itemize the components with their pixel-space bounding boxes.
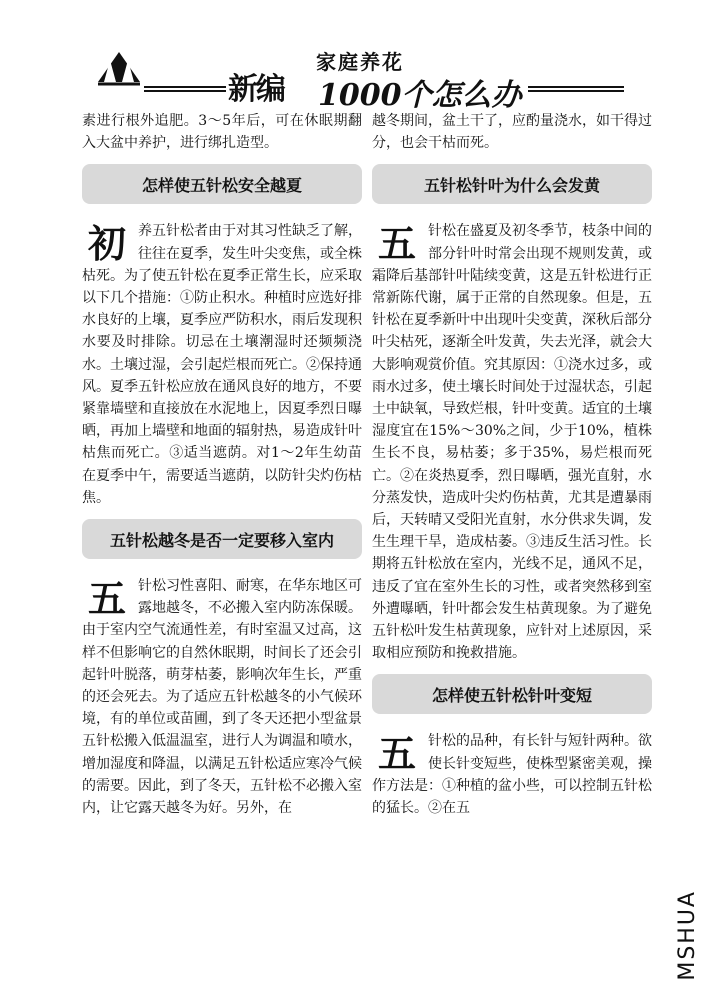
section-text: 针松的品种，有长针与短针两种。欲使长针变短些，使株型紧密美观，操作方法是：①种植的盆小些，可以控制五针松的猛长。②在五 [372,733,652,817]
section-title-band [372,164,652,204]
section-title: 怎样使五针松安全越夏 [141,175,302,195]
page-header [88,40,628,113]
left-intro: 素进行根外追肥。3～5年后，可在休眠期翻入大盆中养护，进行绑扎造型。 [82,113,362,152]
dropcap: 五 [87,576,126,622]
section-body [372,730,652,819]
header-rule-left-2 [144,90,226,92]
section-title: 怎样使五针松针叶变短 [431,685,592,705]
header-rule-left [144,86,226,88]
header-rule-right-2 [528,90,624,92]
section-body [82,575,362,819]
left-column [82,110,362,819]
brand-bottom: 1000个怎么办 [318,78,522,113]
section-title: 五针松针叶为什么会发黄 [423,175,600,195]
watermark: MSHUA [675,890,700,981]
section-text: 针松在盛夏及初冬季节，枝条中间的部分针叶时常会出现不规则发黄，或霜降后基部针叶陆续变黄，这是五针松进行正常新陈代谢，属于正常的自然现象。但是，五针松在夏季新叶中出现叶尖变黄，深秋后部分叶尖枯死，逐渐全叶发黄，失去光泽，就会大大影响观赏价值。究其原因：①浇水过多，或雨水过多，使土壤长时间处于过湿状态，引起土中缺氧，导致烂根，针叶变黄。适宜的土壤湿度宜在15%～30%之间，少于10%，植株生长不良，易枯萎；多于35%，易烂根而死亡。②在炎热夏季，烈日曝晒，强光直射，水分蒸发快，造成叶尖灼伤枯黄，尤其是遭暴雨后，天转晴又受阳光直射，水分供求失调，发生生理干旱，造成枯萎。③违反生活习性。长期将五针松放在室内，光线不足，通风不足，违反了宜在室外生长的习性，或者突然移到室外遭曝晒，针叶都会发生枯黄现象。为了避免五针松叶发生枯黄现象，应针对上述原因，采取相应预防和挽救措施。 [372,223,652,662]
section-title: 五针松越冬是否一定要移入室内 [109,530,334,550]
section-body [82,220,362,509]
dropcap: 五 [377,731,416,777]
section-body [372,220,652,664]
right-intro: 越冬期间，盆土干了，应酌量浇水，如干得过分，也会干枯而死。 [372,113,652,152]
section-text: 针松习性喜阳、耐寒，在华东地区可露地越冬，不必搬入室内防冻保暖。由于室内空气流通性差，有时室温又过高，这样不但影响它的自然休眠期，时间长了还会引起针叶脱落，萌芽枯萎，影响次年生长，严重的还会死去。为了适应五针松越冬的小气候环境，有的单位或苗圃，到了冬天还把小型盆景五针松搬入低温温室，进行人为调温和喷水，增加湿度和降温，以满足五针松适应寒冷气候的需要。因此，到了冬天，五针松不必搬入室内，让它露天越冬为好。另外，在 [82,578,362,817]
dropcap: 五 [377,221,416,267]
brand-top: 家庭养花 [316,50,404,74]
section-title-band [372,674,652,714]
section-title-band [82,164,362,204]
flower-logo-icon [96,50,142,86]
right-column [372,110,652,819]
brand-new: 新编 [228,72,284,107]
header-rule-right [528,86,624,88]
dropcap: 初 [87,221,126,267]
section-title-band [82,519,362,559]
section-text: 养五针松者由于对其习性缺乏了解，往往在夏季，发生叶尖变焦，或全株枯死。为了使五针松在夏季正常生长，应采取以下几个措施：①防止积水。种植时应选好排水良好的上壤，夏季应严防积水，雨后发现积水要及时排除。切忌在土壤潮湿时还频频浇水。土壤过湿，会引起烂根而死亡。②保持通风。夏季五针松应放在通风良好的地方，不要紧靠墙壁和直接放在水泥地上，因夏季烈日曝晒，再加上墙壁和地面的辐射热，易造成针叶枯焦而死亡。③适当遮荫。对1～2年生幼苗在夏季中午，需要适当遮荫，以防针尖灼伤枯焦。 [82,223,362,506]
